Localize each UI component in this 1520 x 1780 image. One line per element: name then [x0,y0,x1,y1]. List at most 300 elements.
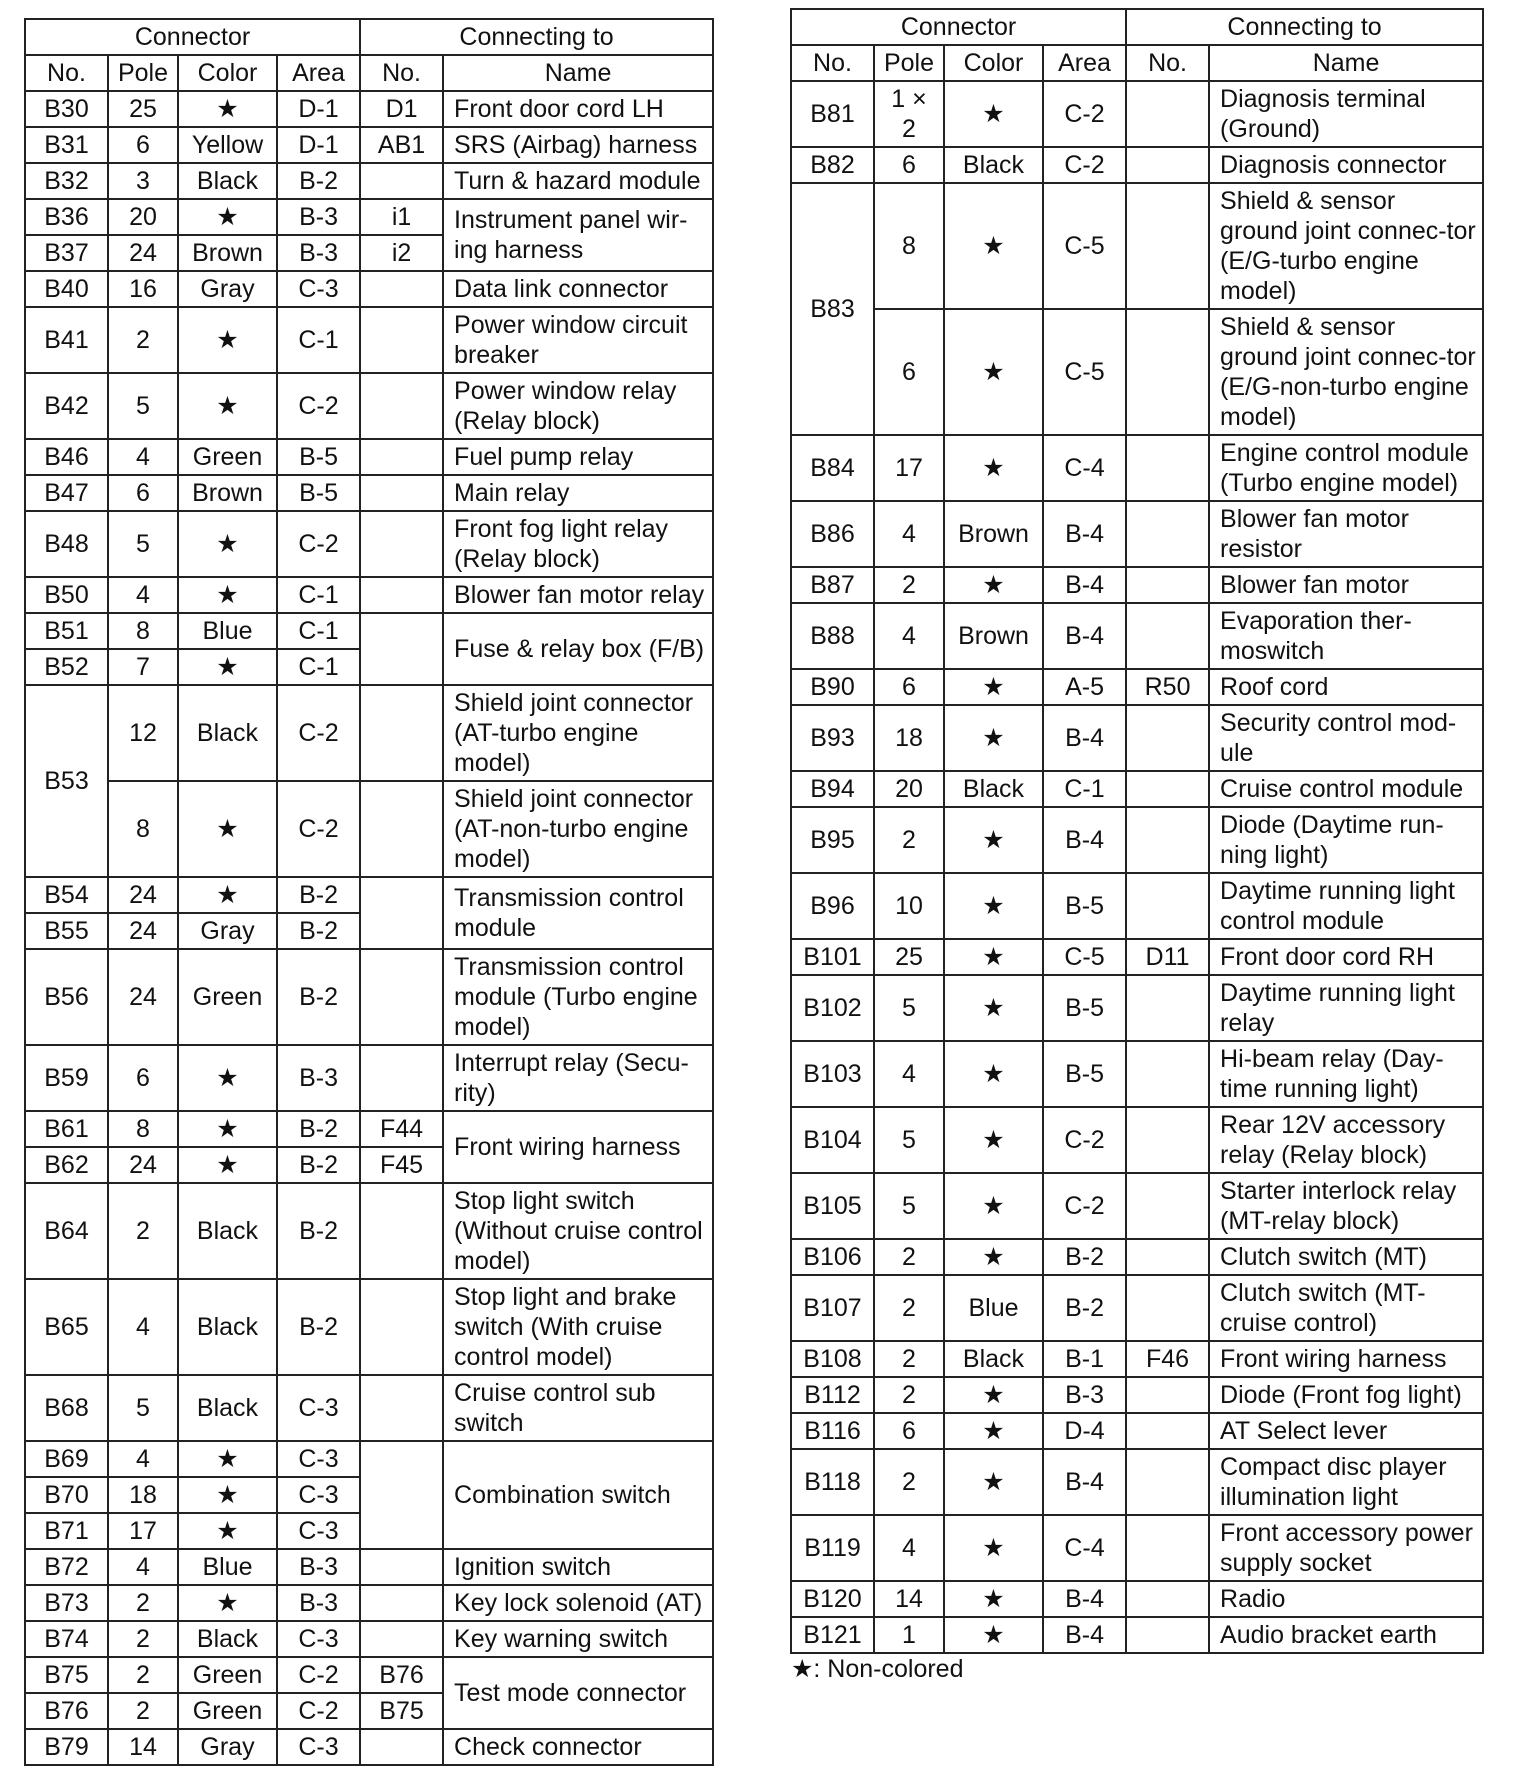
table-row [791,939,1483,975]
connector-no: B69 [25,1441,108,1477]
pole-count: 2 [874,1275,944,1341]
connecting-no [1126,603,1209,669]
header-to-no: No. [1126,45,1209,81]
connecting-no [360,271,443,307]
connecting-no [1126,705,1209,771]
wire-color: Green [178,439,277,475]
table-row [25,1111,713,1147]
connector-no: B116 [791,1413,874,1449]
wire-color: ★ [178,91,277,127]
pole-count: 8 [108,613,178,649]
connecting-name: Diode (Daytime run-ning light) [1209,807,1483,873]
connecting-name: AT Select lever [1209,1413,1483,1449]
area-code: C-4 [1043,435,1126,501]
area-code: C-3 [277,1729,360,1765]
connecting-name: Rear 12V accessory relay (Relay block) [1209,1107,1483,1173]
connecting-name: Data link connector [443,271,713,307]
connecting-no: D11 [1126,939,1209,975]
pole-count: 25 [874,939,944,975]
table-row [25,877,713,913]
header-area: Area [277,55,360,91]
wire-color: ★ [944,1413,1043,1449]
connecting-no: AB1 [360,127,443,163]
connecting-no [360,373,443,439]
area-code: B-5 [1043,975,1126,1041]
connector-no: B121 [791,1617,874,1653]
table-row [25,1621,713,1657]
pole-count: 17 [874,435,944,501]
wire-color: ★ [178,373,277,439]
pole-count: 2 [108,1657,178,1693]
connecting-name: Front door cord LH [443,91,713,127]
table-row [25,199,713,235]
wire-color: ★ [944,873,1043,939]
connecting-name: Clutch switch (MT) [1209,1239,1483,1275]
wire-color: ★ [178,199,277,235]
header-connecting-to: Connecting to [1126,9,1483,45]
connecting-no [1126,1239,1209,1275]
pole-count: 8 [874,183,944,309]
connector-no: B40 [25,271,108,307]
connector-no: B70 [25,1477,108,1513]
table-row [25,1375,713,1441]
wire-color: ★ [944,435,1043,501]
area-code: C-2 [1043,81,1126,147]
area-code: C-5 [1043,183,1126,309]
pole-count: 18 [874,705,944,771]
pole-count: 2 [108,307,178,373]
area-code: B-2 [1043,1239,1126,1275]
connecting-name: Evaporation ther-moswitch [1209,603,1483,669]
table-row [25,781,713,877]
wire-color: Black [944,1341,1043,1377]
wire-color: Blue [178,613,277,649]
table-row [791,705,1483,771]
area-code: C-3 [277,1513,360,1549]
connector-no: B88 [791,603,874,669]
wire-color: ★ [178,1513,277,1549]
pole-count: 16 [108,271,178,307]
pole-count: 4 [108,1549,178,1585]
connecting-no [1126,183,1209,309]
connecting-name: Interrupt relay (Secu-rity) [443,1045,713,1111]
table-row [25,1657,713,1693]
wire-color: Gray [178,271,277,307]
connecting-no [360,1375,443,1441]
connector-no: B56 [25,949,108,1045]
table-row [791,309,1483,435]
connecting-no: F46 [1126,1341,1209,1377]
area-code: D-4 [1043,1413,1126,1449]
connecting-no [360,613,443,685]
connecting-name: Diagnosis terminal (Ground) [1209,81,1483,147]
area-code: B-2 [277,1279,360,1375]
connecting-no [1126,309,1209,435]
wire-color: ★ [944,975,1043,1041]
area-code: C-1 [277,307,360,373]
connector-no: B42 [25,373,108,439]
pole-count: 2 [108,1585,178,1621]
area-code: B-5 [1043,1041,1126,1107]
legend-note: ★: Non-colored [791,1655,964,1683]
header-connector: Connector [791,9,1126,45]
connecting-name: Audio bracket earth [1209,1617,1483,1653]
connector-no: B95 [791,807,874,873]
table-row [791,147,1483,183]
connecting-no [360,685,443,781]
wire-color: Blue [944,1275,1043,1341]
pole-count: 2 [874,567,944,603]
table-row [25,685,713,781]
connector-no: B86 [791,501,874,567]
area-code: B-4 [1043,807,1126,873]
area-code: C-5 [1043,309,1126,435]
wire-color: Green [178,1657,277,1693]
connecting-name: Key lock solenoid (AT) [443,1585,713,1621]
connector-no: B120 [791,1581,874,1617]
connecting-name: Cruise control sub switch [443,1375,713,1441]
wire-color: ★ [944,81,1043,147]
table-row [791,1173,1483,1239]
connecting-name: Check connector [443,1729,713,1765]
pole-count: 2 [874,1239,944,1275]
connector-no: B62 [25,1147,108,1183]
area-code: B-2 [277,949,360,1045]
connector-no: B47 [25,475,108,511]
connecting-no: D1 [360,91,443,127]
wire-color: ★ [944,1239,1043,1275]
connecting-no: B76 [360,1657,443,1693]
table-row [791,81,1483,147]
wire-color: ★ [178,781,277,877]
header-no: No. [791,45,874,81]
area-code: B-2 [277,1183,360,1279]
connector-no: B104 [791,1107,874,1173]
connector-no: B90 [791,669,874,705]
wire-color: Black [178,1279,277,1375]
pole-count: 2 [874,1341,944,1377]
pole-count: 5 [108,1375,178,1441]
connecting-name: Diagnosis connector [1209,147,1483,183]
wire-color: Black [178,163,277,199]
wire-color: Brown [944,603,1043,669]
connecting-name: Clutch switch (MT-cruise control) [1209,1275,1483,1341]
area-code: B-3 [277,235,360,271]
table-row [25,1549,713,1585]
connecting-no: F44 [360,1111,443,1147]
connecting-no [1126,1449,1209,1515]
connecting-name: Daytime running light relay [1209,975,1483,1041]
table-row [791,771,1483,807]
header-pole: Pole [874,45,944,81]
connecting-no [360,1045,443,1111]
area-code: C-2 [1043,147,1126,183]
connector-no: B108 [791,1341,874,1377]
wire-color: Brown [944,501,1043,567]
table-row [791,975,1483,1041]
wire-color: ★ [944,1449,1043,1515]
area-code: C-2 [277,685,360,781]
wire-color: ★ [944,1581,1043,1617]
pole-count: 12 [108,685,178,781]
table-row [25,91,713,127]
connecting-no [1126,435,1209,501]
pole-count: 4 [874,501,944,567]
connecting-name: Stop light and brake switch (With cruise control model) [443,1279,713,1375]
connector-no: B74 [25,1621,108,1657]
header-connector: Connector [25,19,360,55]
connecting-no [360,1183,443,1279]
table-row [791,435,1483,501]
area-code: B-5 [277,439,360,475]
pole-count: 4 [108,577,178,613]
connecting-name: Main relay [443,475,713,511]
table-row [25,511,713,577]
pole-count: 24 [108,949,178,1045]
connecting-name: SRS (Airbag) harness [443,127,713,163]
header-name: Name [1209,45,1483,81]
pole-count: 2 [108,1693,178,1729]
pole-count: 6 [108,127,178,163]
wire-color: Brown [178,475,277,511]
connector-no: B102 [791,975,874,1041]
area-code: C-2 [277,511,360,577]
area-code: D-1 [277,91,360,127]
header-pole: Pole [108,55,178,91]
connecting-name: Front wiring harness [1209,1341,1483,1377]
area-code: B-4 [1043,603,1126,669]
table-row [791,669,1483,705]
connecting-name: Front fog light relay (Relay block) [443,511,713,577]
pole-count: 24 [108,877,178,913]
connecting-no: R50 [1126,669,1209,705]
pole-count: 4 [108,1441,178,1477]
connecting-no [1126,1377,1209,1413]
wire-color: Black [944,147,1043,183]
connecting-no [360,511,443,577]
pole-count: 2 [108,1183,178,1279]
area-code: C-3 [277,271,360,307]
area-code: C-1 [1043,771,1126,807]
area-code: C-1 [277,649,360,685]
table-row [25,1183,713,1279]
area-code: B-2 [277,163,360,199]
connector-no: B103 [791,1041,874,1107]
wire-color: ★ [178,649,277,685]
wire-color: Black [178,1621,277,1657]
connector-no: B118 [791,1449,874,1515]
connecting-name: Fuse & relay box (F/B) [443,613,713,685]
connector-no: B93 [791,705,874,771]
area-code: C-2 [277,1657,360,1693]
table-row [791,1377,1483,1413]
pole-count: 24 [108,913,178,949]
connector-no: B83 [791,183,874,435]
area-code: C-3 [277,1375,360,1441]
connecting-name: Shield joint connector (AT-turbo engine model) [443,685,713,781]
connector-no: B41 [25,307,108,373]
connecting-name: Cruise control module [1209,771,1483,807]
connecting-no [360,1585,443,1621]
connecting-no [1126,147,1209,183]
area-code: B-4 [1043,1581,1126,1617]
connector-no: B32 [25,163,108,199]
connecting-no [1126,1515,1209,1581]
connector-no: B76 [25,1693,108,1729]
pole-count: 25 [108,91,178,127]
area-code: B-4 [1043,1449,1126,1515]
connector-table-left [24,18,714,1766]
table-row [791,873,1483,939]
connecting-no [1126,1173,1209,1239]
area-code: B-4 [1043,1617,1126,1653]
pole-count: 2 [874,1377,944,1413]
pole-count: 14 [874,1581,944,1617]
table-row [791,1107,1483,1173]
area-code: C-5 [1043,939,1126,975]
wire-color: ★ [178,1585,277,1621]
connecting-no: i1 [360,199,443,235]
connector-no: B65 [25,1279,108,1375]
connector-no: B50 [25,577,108,613]
pole-count: 24 [108,1147,178,1183]
wire-color: ★ [944,1107,1043,1173]
pole-count: 24 [108,235,178,271]
connecting-no [1126,1617,1209,1653]
area-code: C-2 [277,1693,360,1729]
table-row [791,567,1483,603]
connector-no: B72 [25,1549,108,1585]
wire-color: ★ [944,1173,1043,1239]
connector-no: B73 [25,1585,108,1621]
connecting-no [360,475,443,511]
table-row [791,1515,1483,1581]
pole-count: 6 [874,669,944,705]
connector-no: B81 [791,81,874,147]
connector-no: B68 [25,1375,108,1441]
area-code: C-2 [1043,1173,1126,1239]
area-code: B-2 [277,1111,360,1147]
pole-count: 6 [108,475,178,511]
connecting-no [360,1621,443,1657]
wire-color: Green [178,1693,277,1729]
wire-color: Green [178,949,277,1045]
connecting-no [360,439,443,475]
header-to-no: No. [360,55,443,91]
header-no: No. [25,55,108,91]
pole-count: 6 [874,147,944,183]
connector-no: B64 [25,1183,108,1279]
connecting-name: Hi-beam relay (Day-time running light) [1209,1041,1483,1107]
connecting-name: Ignition switch [443,1549,713,1585]
area-code: C-1 [277,577,360,613]
connecting-name: Instrument panel wir-ing harness [443,199,713,271]
wire-color: ★ [178,1111,277,1147]
connecting-no: B75 [360,1693,443,1729]
header-color: Color [944,45,1043,81]
table-row [25,475,713,511]
pole-count: 1 [874,1617,944,1653]
pole-count: 2 [874,807,944,873]
connecting-no [360,1441,443,1549]
pole-count: 20 [108,199,178,235]
pole-count: 8 [108,781,178,877]
connecting-no [360,1549,443,1585]
area-code: C-3 [277,1441,360,1477]
wire-color: ★ [944,939,1043,975]
connector-no: B37 [25,235,108,271]
connector-no: B48 [25,511,108,577]
wire-color: ★ [178,877,277,913]
pole-count: 4 [874,1515,944,1581]
area-code: C-4 [1043,1515,1126,1581]
table-row [25,1585,713,1621]
pole-count: 14 [108,1729,178,1765]
connecting-name: Fuel pump relay [443,439,713,475]
pole-count: 8 [108,1111,178,1147]
wire-color: ★ [944,1515,1043,1581]
area-code: C-1 [277,613,360,649]
table-row [25,127,713,163]
connecting-no [1126,1581,1209,1617]
connecting-name: Security control mod-ule [1209,705,1483,771]
wire-color: Black [178,685,277,781]
connecting-no [1126,1413,1209,1449]
wire-color: ★ [178,1147,277,1183]
connecting-name: Roof cord [1209,669,1483,705]
wire-color: Brown [178,235,277,271]
area-code: C-3 [277,1621,360,1657]
table-row [791,1581,1483,1617]
connector-no: B119 [791,1515,874,1581]
pole-count: 2 [874,1449,944,1515]
table-row [791,603,1483,669]
area-code: B-2 [277,1147,360,1183]
connecting-name: Starter interlock relay (MT-relay block) [1209,1173,1483,1239]
table-row [25,163,713,199]
table-row [25,613,713,649]
connector-no: B112 [791,1377,874,1413]
connecting-no [1126,1041,1209,1107]
wire-color: Gray [178,1729,277,1765]
area-code: B-2 [277,913,360,949]
connecting-no [360,577,443,613]
connecting-name: Power window circuit breaker [443,307,713,373]
connecting-name: Blower fan motor [1209,567,1483,603]
pole-count: 17 [108,1513,178,1549]
connecting-no [1126,1107,1209,1173]
area-code: B-4 [1043,567,1126,603]
connecting-name: Shield joint connector (AT-non-turbo engine model) [443,781,713,877]
table-row [791,1275,1483,1341]
connecting-no [1126,975,1209,1041]
connector-no: B30 [25,91,108,127]
connecting-name: Transmission control module (Turbo engine model) [443,949,713,1045]
connector-no: B84 [791,435,874,501]
pole-count: 3 [108,163,178,199]
connector-no: B71 [25,1513,108,1549]
area-code: D-1 [277,127,360,163]
connector-no: B75 [25,1657,108,1693]
connecting-name: Front accessory power supply socket [1209,1515,1483,1581]
connecting-no [1126,81,1209,147]
header-area: Area [1043,45,1126,81]
connecting-name: Front wiring harness [443,1111,713,1183]
connector-no: B101 [791,939,874,975]
connecting-no [360,877,443,949]
connecting-no [360,949,443,1045]
table-row [791,1449,1483,1515]
